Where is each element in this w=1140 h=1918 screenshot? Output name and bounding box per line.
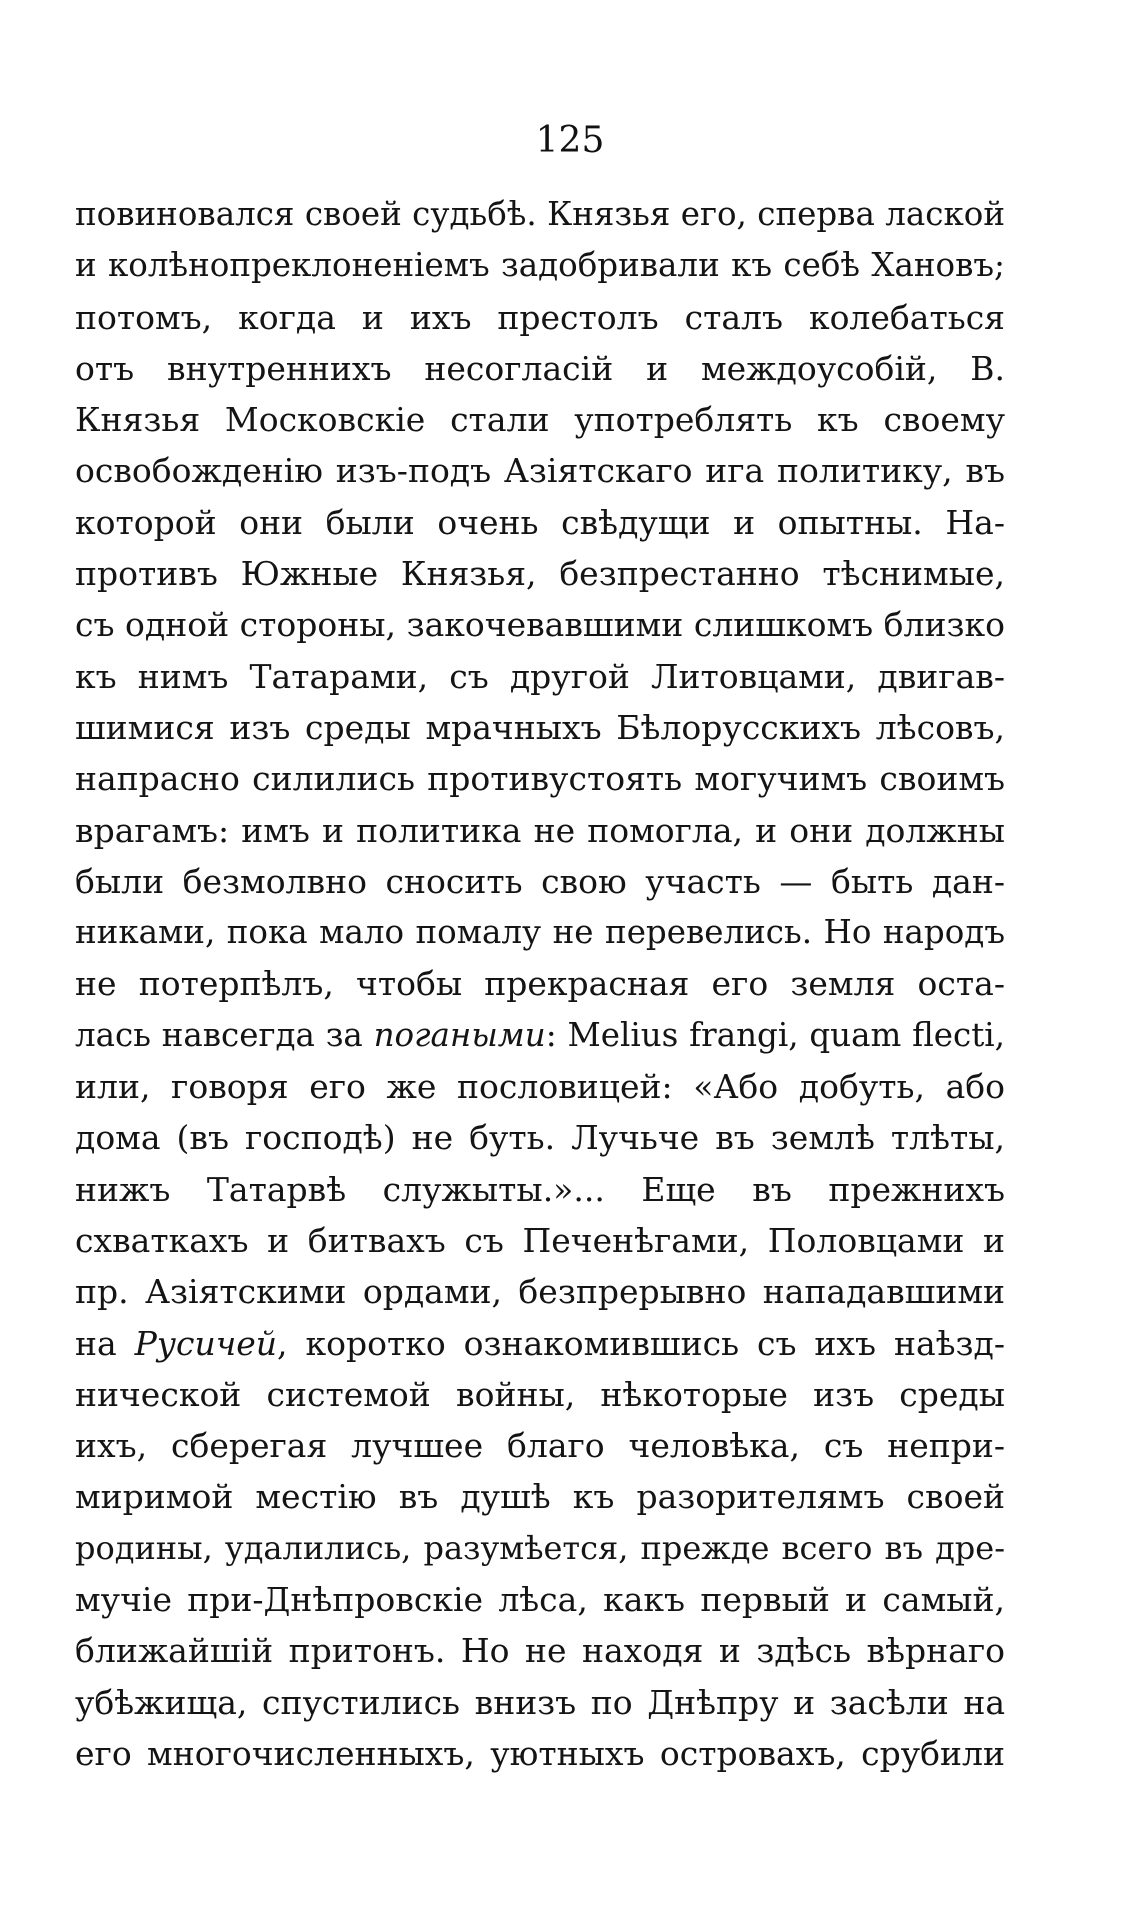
text-line: нической системой войны, нѣкоторые изъ среды [75, 1374, 1005, 1414]
page-number: 125 [535, 120, 605, 161]
text-line: пр. Азіятскими ордами, безпрерывно нападавшими [75, 1272, 1005, 1312]
text-line: нижъ Татарвѣ служыты.»... Еще въ прежнихъ [75, 1169, 1005, 1209]
text-line: или, говоря его же пословицей: «Або добуть, або [75, 1067, 1005, 1107]
text-line: напрасно силились противустоять могучимъ своимъ [75, 759, 1005, 799]
text-line: повиновался своей судьбѣ. Князья его, сперва лаской [75, 195, 1005, 233]
italic-word: погаными [373, 1015, 546, 1054]
text-line: его многочисленныхъ, уютныхъ островахъ, срубили [75, 1733, 1005, 1773]
text-line: Князья Московскіе стали употреблять къ своему [75, 400, 1005, 440]
text-line: родины, удалились, разумѣется, прежде всего въ дре- [75, 1528, 1005, 1567]
text-line: противъ Южные Князья, безпрестанно тѣснимые, [75, 554, 1005, 594]
text-line: съ одной стороны, закочевавшими слишкомъ близко [75, 605, 1005, 645]
text-line: схваткахъ и битвахъ съ Печенѣгами, Половцами и [75, 1220, 1005, 1260]
text-line: дома (въ господѣ) не буть. Лучьче въ землѣ тлѣты, [75, 1118, 1005, 1158]
text-line: врагамъ: имъ и политика не помогла, и они должны [75, 810, 1005, 850]
text-line: были безмолвно сносить свою участь — быть дан- [75, 861, 1005, 901]
text-line: миримой местію въ душѣ къ разорителямъ своей [75, 1477, 1005, 1517]
text-segment: лась навсегда за [75, 1015, 374, 1054]
body-text [75, 189, 1005, 1779]
text-line: освобожденію изъ-подъ Азіятскаго ига политику, въ [75, 451, 1005, 491]
text-line: къ нимъ Татарами, съ другой Литовцами, двигав- [75, 656, 1005, 696]
text-line: не потерпѣлъ, чтобы прекрасная его земля оста- [75, 964, 1005, 1004]
text-line: мучіе при-Днѣпровскіе лѣса, какъ первый и самый, [75, 1580, 1005, 1620]
text-line: ихъ, сберегая лучшее благо человѣка, съ непри- [75, 1426, 1005, 1466]
text-line: и колѣнопреклоненіемъ задобривали къ себѣ Хановъ; [75, 246, 1005, 285]
text-line: отъ внутреннихъ несогласій и междоусобій, В. [75, 348, 1005, 388]
text-line: никами, пока мало помалу не перевелись. Но народъ [75, 913, 1005, 952]
italic-word: Русичей [134, 1323, 278, 1363]
text-line: потомъ, когда и ихъ престолъ сталъ колебаться [75, 297, 1005, 337]
text-line [75, 1010, 1005, 1061]
text-line: которой они были очень свѣдущи и опытны. На- [75, 502, 1005, 542]
text-line: шимися изъ среды мрачныхъ Бѣлорусскихъ лѣсовъ, [75, 707, 1005, 747]
text-segment: : Melius frangi, quam flecti, [545, 1015, 1005, 1054]
text-line: ближайшій притонъ. Но не находя и здѣсь вѣрнаго [75, 1631, 1005, 1671]
text-segment: на [75, 1323, 135, 1363]
text-segment: , коротко ознакомившись съ ихъ наѣзд- [277, 1323, 1005, 1363]
text-line: убѣжища, спустились внизъ по Днѣпру и засѣли на [75, 1682, 1005, 1722]
text-line [75, 1318, 1005, 1369]
